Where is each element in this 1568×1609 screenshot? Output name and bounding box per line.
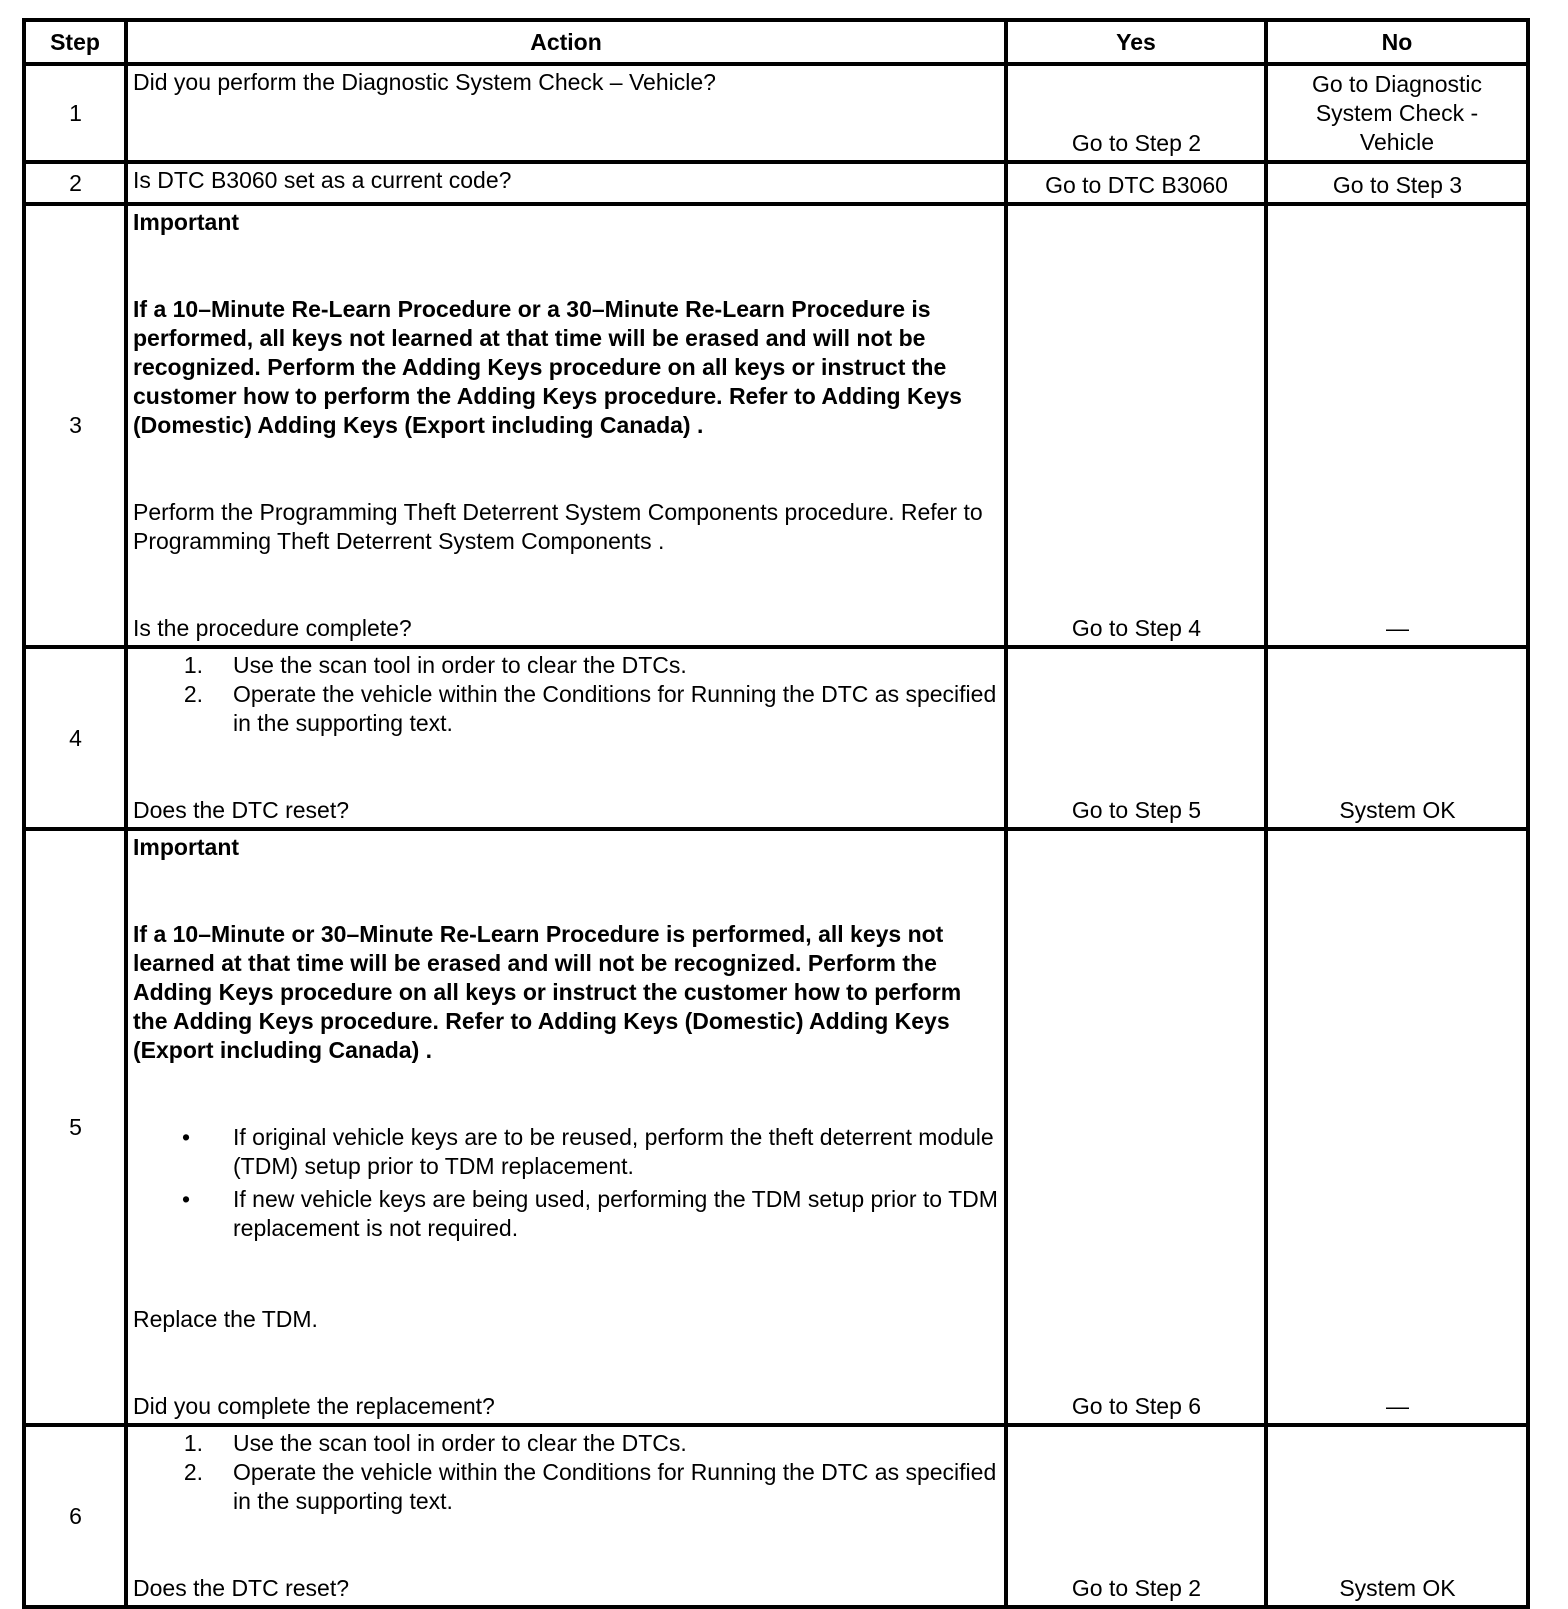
no-cell: System OK (1266, 647, 1528, 829)
action-cell (126, 647, 1006, 829)
list-text: Operate the vehicle within the Conditions for Running the DTC as specified in the supporting text. (233, 681, 997, 736)
no-cell: System OK (1266, 1425, 1528, 1607)
list-number: 1. (183, 1430, 203, 1456)
action-cell (126, 204, 1006, 647)
list-text: Use the scan tool in order to clear the DTCs. (233, 1430, 687, 1456)
table-row (24, 1425, 1528, 1607)
action-cell (126, 1425, 1006, 1607)
action-cell (126, 829, 1006, 1425)
numbered-list (133, 651, 1000, 738)
no-cell: Go to Step 3 (1266, 162, 1528, 204)
list-text: Operate the vehicle within the Conditions for Running the DTC as specified in the supporting text. (233, 1459, 997, 1514)
list-item (133, 651, 1000, 680)
header-no: No (1266, 20, 1528, 64)
action-instruction: Perform the Programming Theft Deterrent System Components procedure. Refer to Programming Theft Deterrent System Components . (133, 499, 983, 554)
list-item (133, 1185, 1000, 1243)
yes-cell: Go to Step 4 (1006, 204, 1266, 647)
action-cell (126, 64, 1006, 162)
no-cell: Go to Diagnostic System Check - Vehicle (1266, 64, 1528, 162)
table-row (24, 64, 1528, 162)
important-note: If a 10–Minute or 30–Minute Re-Learn Procedure is performed, all keys not learned at that time will be erased and will not be recognized. Perform the Adding Keys procedure on all keys or instruct the customer how to perform the Adding Keys procedure. Refer to Adding Keys (Domestic) Adding Keys (Export including Canada) . (133, 921, 962, 1063)
table-row (24, 829, 1528, 1425)
list-item (133, 680, 1000, 738)
list-number: 2. (183, 681, 203, 707)
yes-cell: Go to Step 5 (1006, 647, 1266, 829)
diagnostic-steps-table (22, 18, 1530, 1609)
table-header-row (24, 20, 1528, 64)
list-item (133, 1429, 1000, 1458)
yes-cell: Go to DTC B3060 (1006, 162, 1266, 204)
action-question: Is the procedure complete? (133, 615, 412, 641)
yes-cell: Go to Step 2 (1006, 64, 1266, 162)
step-number: 1 (24, 64, 126, 162)
bullet-icon: • (181, 1186, 191, 1212)
action-question: Is DTC B3060 set as a current code? (133, 167, 512, 193)
action-instruction: Replace the TDM. (133, 1306, 318, 1332)
bullet-list (133, 1123, 1000, 1243)
yes-cell: Go to Step 2 (1006, 1425, 1266, 1607)
important-label: Important (133, 834, 240, 860)
list-text: If original vehicle keys are to be reused, perform the theft deterrent module (TDM) setup prior to TDM replacement. (233, 1124, 994, 1179)
header-yes: Yes (1006, 20, 1266, 64)
list-number: 2. (183, 1459, 203, 1485)
important-note: If a 10–Minute Re-Learn Procedure or a 30–Minute Re-Learn Procedure is performed, all keys not learned at that time will be erased and will not be recognized. Perform the Adding Keys procedure on all keys or instruct the customer how to perform the Adding Keys procedure. Refer to Adding Keys (Domestic) Adding Keys (Export including Canada) . (133, 296, 962, 438)
table-row (24, 647, 1528, 829)
action-question: Does the DTC reset? (133, 1575, 350, 1601)
no-cell: — (1266, 204, 1528, 647)
list-text: If new vehicle keys are being used, performing the TDM setup prior to TDM replacement is not required. (233, 1186, 998, 1241)
important-label: Important (133, 209, 240, 235)
list-text: Use the scan tool in order to clear the DTCs. (233, 652, 687, 678)
step-number: 6 (24, 1425, 126, 1607)
step-number: 2 (24, 162, 126, 204)
bullet-icon: • (181, 1124, 191, 1150)
action-cell (126, 162, 1006, 204)
table-row (24, 204, 1528, 647)
numbered-list (133, 1429, 1000, 1516)
list-item (133, 1458, 1000, 1516)
step-number: 5 (24, 829, 126, 1425)
no-cell: — (1266, 829, 1528, 1425)
table-row (24, 162, 1528, 204)
action-question: Does the DTC reset? (133, 797, 350, 823)
step-number: 3 (24, 204, 126, 647)
list-number: 1. (183, 652, 203, 678)
header-action: Action (126, 20, 1006, 64)
step-number: 4 (24, 647, 126, 829)
yes-cell: Go to Step 6 (1006, 829, 1266, 1425)
list-item (133, 1123, 1000, 1181)
action-question: Did you perform the Diagnostic System Check – Vehicle? (133, 69, 716, 95)
action-question: Did you complete the replacement? (133, 1393, 495, 1419)
header-step: Step (24, 20, 126, 64)
